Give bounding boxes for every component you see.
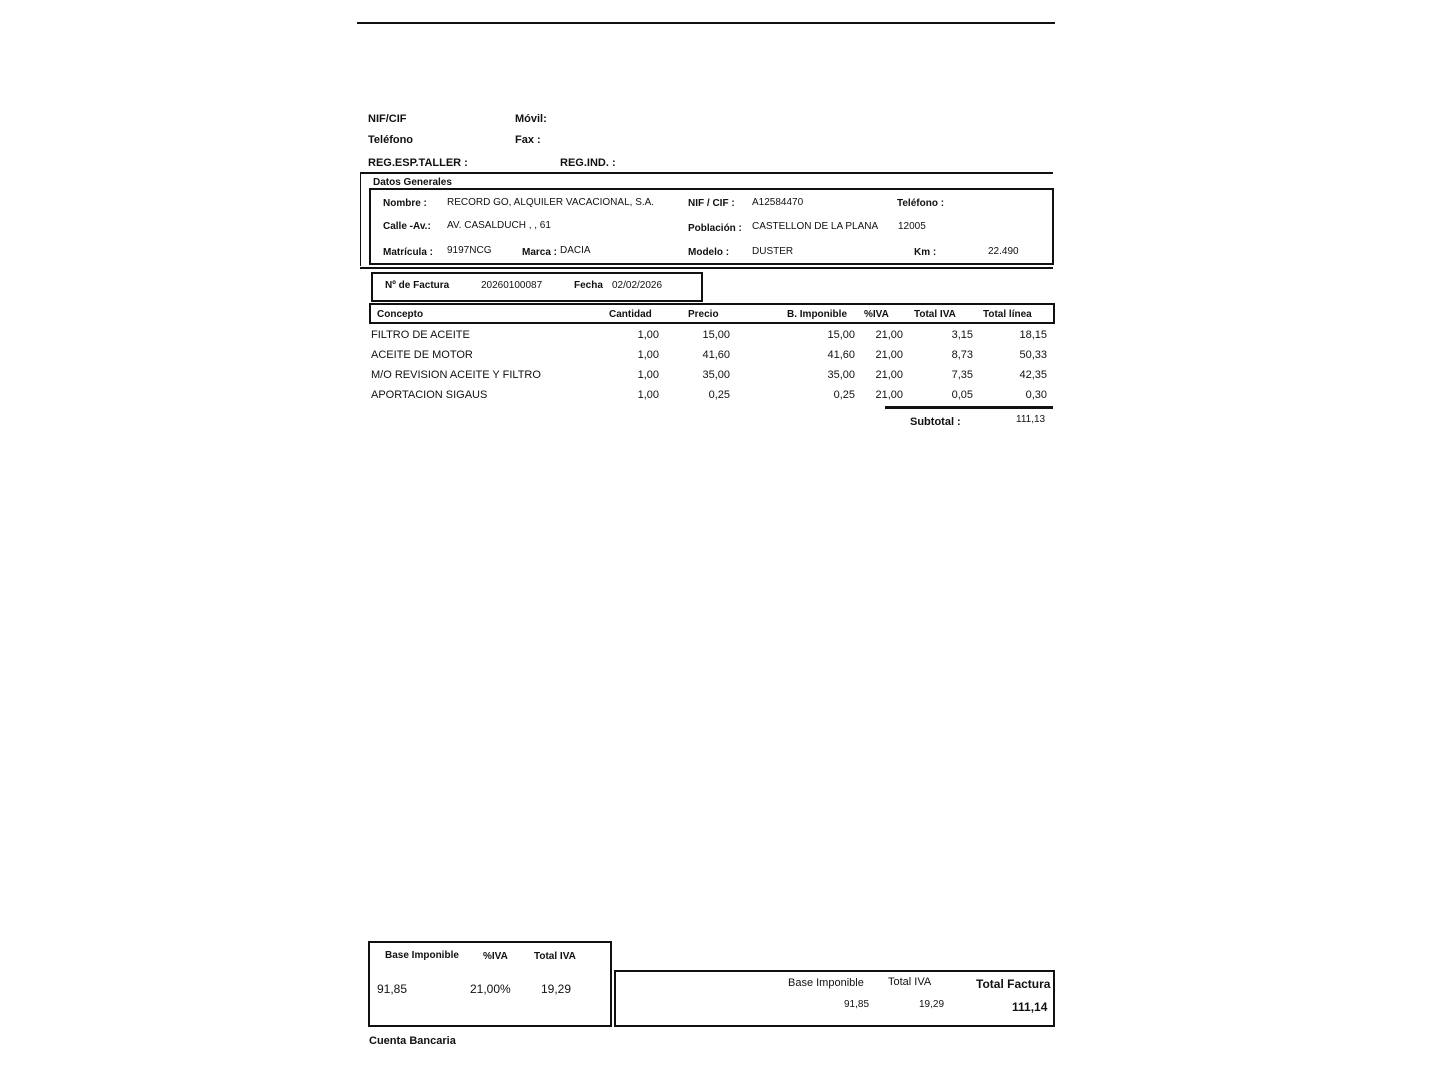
cell-iva: 21,00 (875, 329, 903, 341)
cell-total-linea: 50,33 (1019, 349, 1047, 361)
totals-base-value: 91,85 (844, 999, 870, 1010)
factura-num-label: Nº de Factura (385, 280, 450, 291)
th-total-linea: Total línea (983, 309, 1032, 320)
totals-base-label: Base Imponible (788, 977, 864, 989)
cell-cantidad: 1,00 (637, 389, 659, 401)
matricula-label: Matrícula : (383, 247, 434, 258)
th-iva: %IVA (864, 309, 889, 320)
iva-summary-iva-value: 21,00% (470, 982, 511, 996)
factura-fecha-value: 02/02/2026 (612, 280, 663, 291)
poblacion-value: CASTELLON DE LA PLANA (752, 221, 879, 232)
iva-summary-iva-header: %IVA (483, 951, 508, 962)
iva-summary-base-header: Base Imponible (385, 950, 459, 961)
cell-iva: 21,00 (875, 389, 903, 401)
cell-cantidad: 1,00 (637, 329, 659, 341)
cell-concepto: FILTRO DE ACEITE (371, 329, 470, 341)
reg-esp-label: REG.ESP.TALLER : (368, 157, 468, 169)
km-label: Km : (914, 247, 937, 258)
modelo-label: Modelo : (688, 247, 730, 258)
th-base: B. Imponible (787, 309, 847, 320)
cell-total-iva: 3,15 (951, 329, 973, 341)
reg-ind-label: REG.IND. : (560, 157, 616, 169)
cuenta-bancaria-label: Cuenta Bancaria (369, 1035, 456, 1047)
cell-iva: 21,00 (875, 349, 903, 361)
matricula-value: 9197NCG (447, 245, 492, 256)
modelo-value: DUSTER (752, 246, 794, 257)
cell-total-iva: 8,73 (951, 349, 973, 361)
totals-total-label: Total Factura (976, 977, 1051, 991)
cell-precio: 15,00 (702, 329, 730, 341)
cell-cantidad: 1,00 (637, 349, 659, 361)
cell-precio: 0,25 (708, 389, 730, 401)
cell-total-linea: 42,35 (1019, 369, 1047, 381)
header-rule (360, 172, 1053, 174)
cell-base: 15,00 (827, 329, 855, 341)
cell-precio: 41,60 (702, 349, 730, 361)
cell-concepto: ACEITE DE MOTOR (371, 349, 473, 361)
table-row (371, 349, 1051, 365)
cp-value: 12005 (898, 221, 926, 232)
marca-value: DACIA (560, 245, 591, 256)
cell-cantidad: 1,00 (637, 369, 659, 381)
factura-fecha-label: Fecha (574, 280, 603, 291)
totals-iva-label: Total IVA (888, 976, 932, 988)
datos-left-rule (360, 174, 361, 266)
subtotal-rule (885, 406, 1053, 409)
nombre-label: Nombre : (383, 198, 427, 209)
nombre-value: RECORD GO, ALQUILER VACACIONAL, S.A. (447, 197, 655, 208)
cell-concepto: APORTACION SIGAUS (371, 389, 488, 401)
cell-base: 0,25 (833, 389, 855, 401)
cell-total-linea: 18,15 (1019, 329, 1047, 341)
cell-precio: 35,00 (702, 369, 730, 381)
table-row (371, 369, 1051, 385)
cell-base: 41,60 (827, 349, 855, 361)
km-value: 22.490 (988, 246, 1019, 257)
cell-concepto: M/O REVISION ACEITE Y FILTRO (371, 369, 541, 381)
telefono-label: Teléfono (368, 134, 414, 146)
subtotal-label: Subtotal : (910, 416, 961, 428)
th-precio: Precio (688, 309, 719, 320)
iva-summary-total-value: 19,29 (541, 982, 572, 996)
calle-label: Calle -Av.: (383, 221, 431, 232)
th-concepto: Concepto (377, 309, 424, 320)
totals-total-value: 111,14 (1012, 1000, 1048, 1014)
cell-base: 35,00 (827, 369, 855, 381)
table-row (371, 389, 1051, 405)
totals-iva-value: 19,29 (919, 999, 945, 1010)
subtotal-value: 111,13 (1016, 414, 1046, 425)
iva-summary-base-value: 91,85 (377, 982, 408, 996)
iva-summary-total-header: Total IVA (534, 951, 576, 962)
movil-label: Móvil: (515, 113, 547, 125)
factura-num-value: 20260100087 (481, 280, 543, 291)
marca-label: Marca : (522, 247, 558, 258)
fax-label: Fax : (515, 134, 541, 146)
cell-total-iva: 7,35 (951, 369, 973, 381)
cliente-telefono-label: Teléfono : (897, 198, 945, 209)
poblacion-label: Población : (688, 223, 742, 234)
datos-bottom-rule (360, 267, 1053, 269)
th-cantidad: Cantidad (609, 309, 652, 320)
top-rule (357, 22, 1055, 24)
cell-iva: 21,00 (875, 369, 903, 381)
cell-total-linea: 0,30 (1025, 389, 1047, 401)
nif-label: NIF/CIF (368, 113, 407, 125)
table-row (371, 329, 1051, 345)
calle-value: AV. CASALDUCH , , 61 (447, 220, 551, 231)
th-total-iva: Total IVA (914, 309, 956, 320)
datos-section-label: Datos Generales (373, 177, 452, 188)
cell-total-iva: 0,05 (951, 389, 973, 401)
nif-cif-label: NIF / CIF : (688, 198, 735, 209)
nif-cif-value: A12584470 (752, 197, 804, 208)
